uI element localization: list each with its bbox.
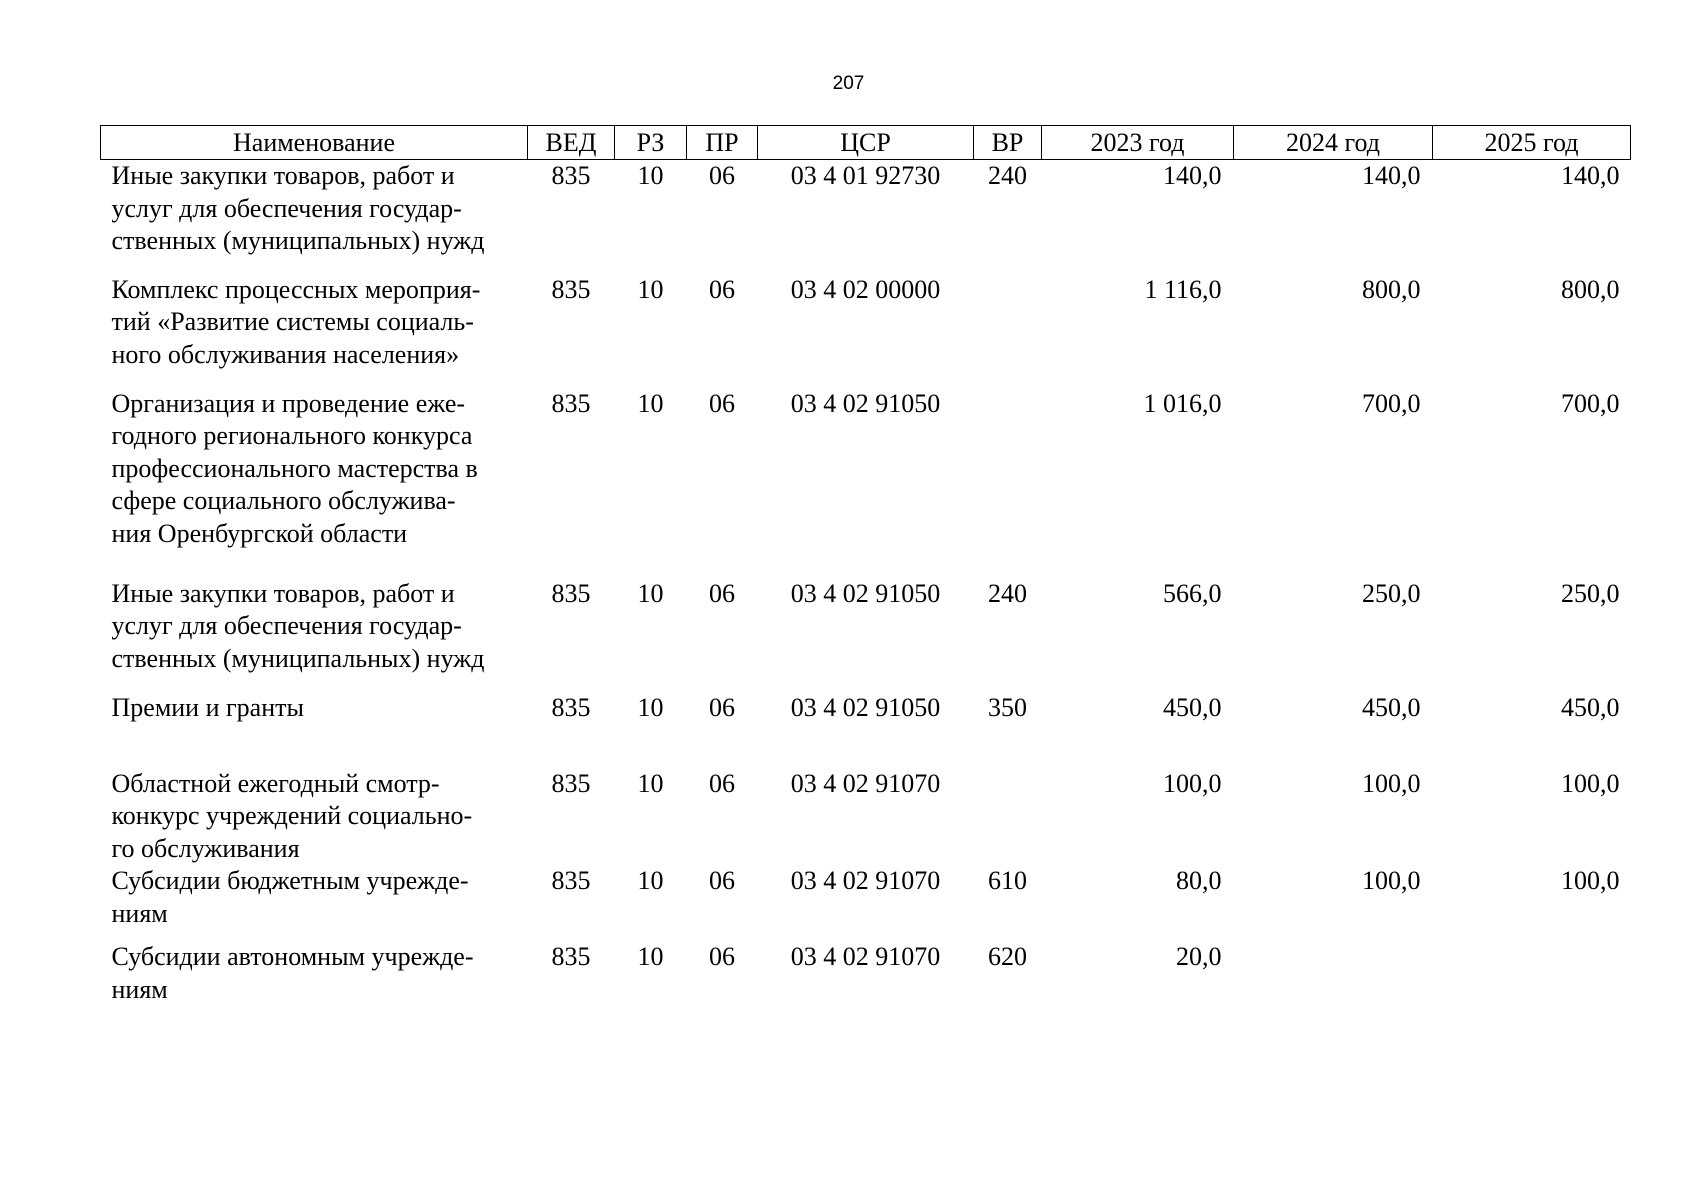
- cell-ved: 835: [551, 768, 591, 798]
- cell-vr: 240: [988, 578, 1027, 608]
- cell-2023: 450,0: [1163, 692, 1222, 722]
- cell-ved: 835: [551, 866, 591, 895]
- table-row: [101, 865, 1631, 941]
- cell-ved: 835: [551, 578, 591, 608]
- cell-vr: [974, 388, 1042, 578]
- cell-rz: 10: [637, 274, 664, 304]
- row-name-line: конкурс учреждений социально-: [111, 801, 473, 830]
- cell-2024: [1234, 941, 1433, 1017]
- cell-pr: 06: [709, 942, 735, 971]
- row-name: [101, 274, 528, 388]
- cell-ved: 835: [551, 388, 591, 418]
- page-number: 207: [832, 73, 865, 94]
- header-name: Наименование: [101, 126, 528, 160]
- row-name-line: тий «Развитие системы социаль-: [111, 307, 474, 336]
- cell-rz: 10: [637, 161, 664, 190]
- row-name-line: ния Оренбургской области: [111, 518, 408, 548]
- row-name: [101, 865, 528, 941]
- row-name-line: услуг для обеспечения государ-: [111, 193, 462, 223]
- header-pr: ПР: [687, 126, 758, 160]
- row-name-line: ного обслуживания населения»: [111, 339, 460, 369]
- cell-2023: 1 116,0: [1144, 274, 1222, 304]
- cell-rz: 10: [637, 578, 664, 608]
- cell-2024: 450,0: [1362, 692, 1421, 722]
- row-name: [101, 692, 528, 768]
- cell-2025: [1433, 941, 1631, 1017]
- row-name-line: Иные закупки товаров, работ и: [111, 578, 455, 608]
- cell-2023: 566,0: [1163, 578, 1222, 608]
- cell-rz: 10: [637, 866, 664, 895]
- cell-2024: 140,0: [1362, 161, 1421, 190]
- table-row: [101, 941, 1631, 1017]
- cell-ved: 835: [551, 692, 591, 722]
- budget-table: [100, 125, 1631, 1017]
- row-name: [101, 388, 528, 578]
- row-name-line: услуг для обеспечения государ-: [111, 611, 462, 640]
- cell-pr: 06: [709, 161, 735, 190]
- cell-csr: 03 4 02 91070: [790, 942, 941, 971]
- cell-vr: [974, 768, 1042, 866]
- row-name: [101, 578, 528, 692]
- row-name-line: Областной ежегодный смотр-: [111, 768, 440, 798]
- table-body: [101, 160, 1631, 1018]
- row-name-line: Субсидии автономным учрежде-: [111, 942, 474, 971]
- cell-2023: 100,0: [1163, 768, 1222, 798]
- cell-pr: 06: [709, 274, 735, 304]
- row-name-line: ниям: [111, 974, 168, 1004]
- row-name: [101, 768, 528, 866]
- cell-2025: 800,0: [1561, 274, 1620, 304]
- cell-2023: 140,0: [1163, 161, 1222, 190]
- cell-csr: 03 4 02 00000: [790, 274, 941, 304]
- cell-pr: 06: [709, 578, 735, 608]
- cell-2024: 100,0: [1362, 768, 1421, 798]
- cell-2025: 250,0: [1561, 578, 1620, 608]
- cell-2025: 450,0: [1561, 692, 1620, 722]
- cell-2023: 80,0: [1176, 866, 1222, 895]
- table-header-row: [101, 126, 1631, 160]
- row-name-line: Иные закупки товаров, работ и: [111, 161, 455, 190]
- cell-pr: 06: [709, 866, 735, 895]
- header-2025: 2025 год: [1433, 126, 1631, 160]
- row-name-line: Организация и проведение еже-: [111, 388, 466, 418]
- cell-csr: 03 4 01 92730: [790, 161, 941, 190]
- row-name-line: ственных (муниципальных) нужд: [111, 226, 485, 255]
- header-ved: ВЕД: [528, 126, 615, 160]
- cell-csr: 03 4 02 91070: [790, 866, 941, 895]
- row-name-line: сфере социального обслужива-: [111, 486, 456, 515]
- cell-rz: 10: [637, 942, 664, 971]
- cell-2024: 100,0: [1362, 866, 1421, 895]
- row-name-line: Субсидии бюджетным учрежде-: [111, 866, 469, 895]
- cell-vr: 350: [988, 692, 1027, 722]
- cell-2024: 800,0: [1362, 274, 1421, 304]
- cell-vr: [974, 274, 1042, 388]
- header-csr: ЦСР: [758, 126, 974, 160]
- table-row: [101, 578, 1631, 692]
- row-name-line: го обслуживания: [111, 833, 300, 863]
- cell-rz: 10: [637, 768, 664, 798]
- cell-vr: 240: [988, 161, 1027, 190]
- header-vr: ВР: [974, 126, 1042, 160]
- header-2023: 2023 год: [1042, 126, 1234, 160]
- table-row: [101, 692, 1631, 768]
- table-row: [101, 160, 1631, 274]
- cell-csr: 03 4 02 91050: [790, 692, 941, 722]
- table-row: [101, 274, 1631, 388]
- header-2024: 2024 год: [1234, 126, 1433, 160]
- row-name: [101, 160, 528, 274]
- cell-ved: 835: [551, 274, 591, 304]
- row-name-line: профессионального мастерства в: [111, 453, 478, 483]
- cell-csr: 03 4 02 91050: [790, 388, 941, 418]
- row-name-line: ственных (муниципальных) нужд: [111, 643, 485, 673]
- cell-vr: 610: [988, 866, 1027, 895]
- cell-2025: 140,0: [1561, 161, 1620, 190]
- row-name-line: годного регионального конкурса: [111, 421, 473, 450]
- row-name-line: Комплекс процессных мероприя-: [111, 274, 481, 304]
- row-name: [101, 941, 528, 1017]
- cell-pr: 06: [709, 692, 735, 722]
- cell-rz: 10: [637, 388, 664, 418]
- table-row: [101, 388, 1631, 578]
- row-name-line: Премии и гранты: [111, 692, 304, 722]
- cell-2025: 100,0: [1561, 768, 1620, 798]
- cell-rz: 10: [637, 692, 664, 722]
- cell-vr: 620: [988, 942, 1027, 971]
- table-row: [101, 768, 1631, 866]
- cell-csr: 03 4 02 91070: [790, 768, 941, 798]
- cell-pr: 06: [709, 768, 735, 798]
- row-name-line: ниям: [111, 898, 168, 928]
- cell-2024: 700,0: [1362, 388, 1421, 418]
- cell-csr: 03 4 02 91050: [790, 578, 941, 608]
- cell-pr: 06: [709, 388, 735, 418]
- header-rz: РЗ: [615, 126, 687, 160]
- cell-ved: 835: [551, 161, 591, 190]
- cell-2025: 700,0: [1561, 388, 1620, 418]
- cell-2023: 1 016,0: [1143, 388, 1222, 418]
- cell-2025: 100,0: [1561, 866, 1620, 895]
- cell-2023: 20,0: [1176, 942, 1222, 971]
- cell-2024: 250,0: [1362, 578, 1421, 608]
- cell-ved: 835: [551, 942, 591, 971]
